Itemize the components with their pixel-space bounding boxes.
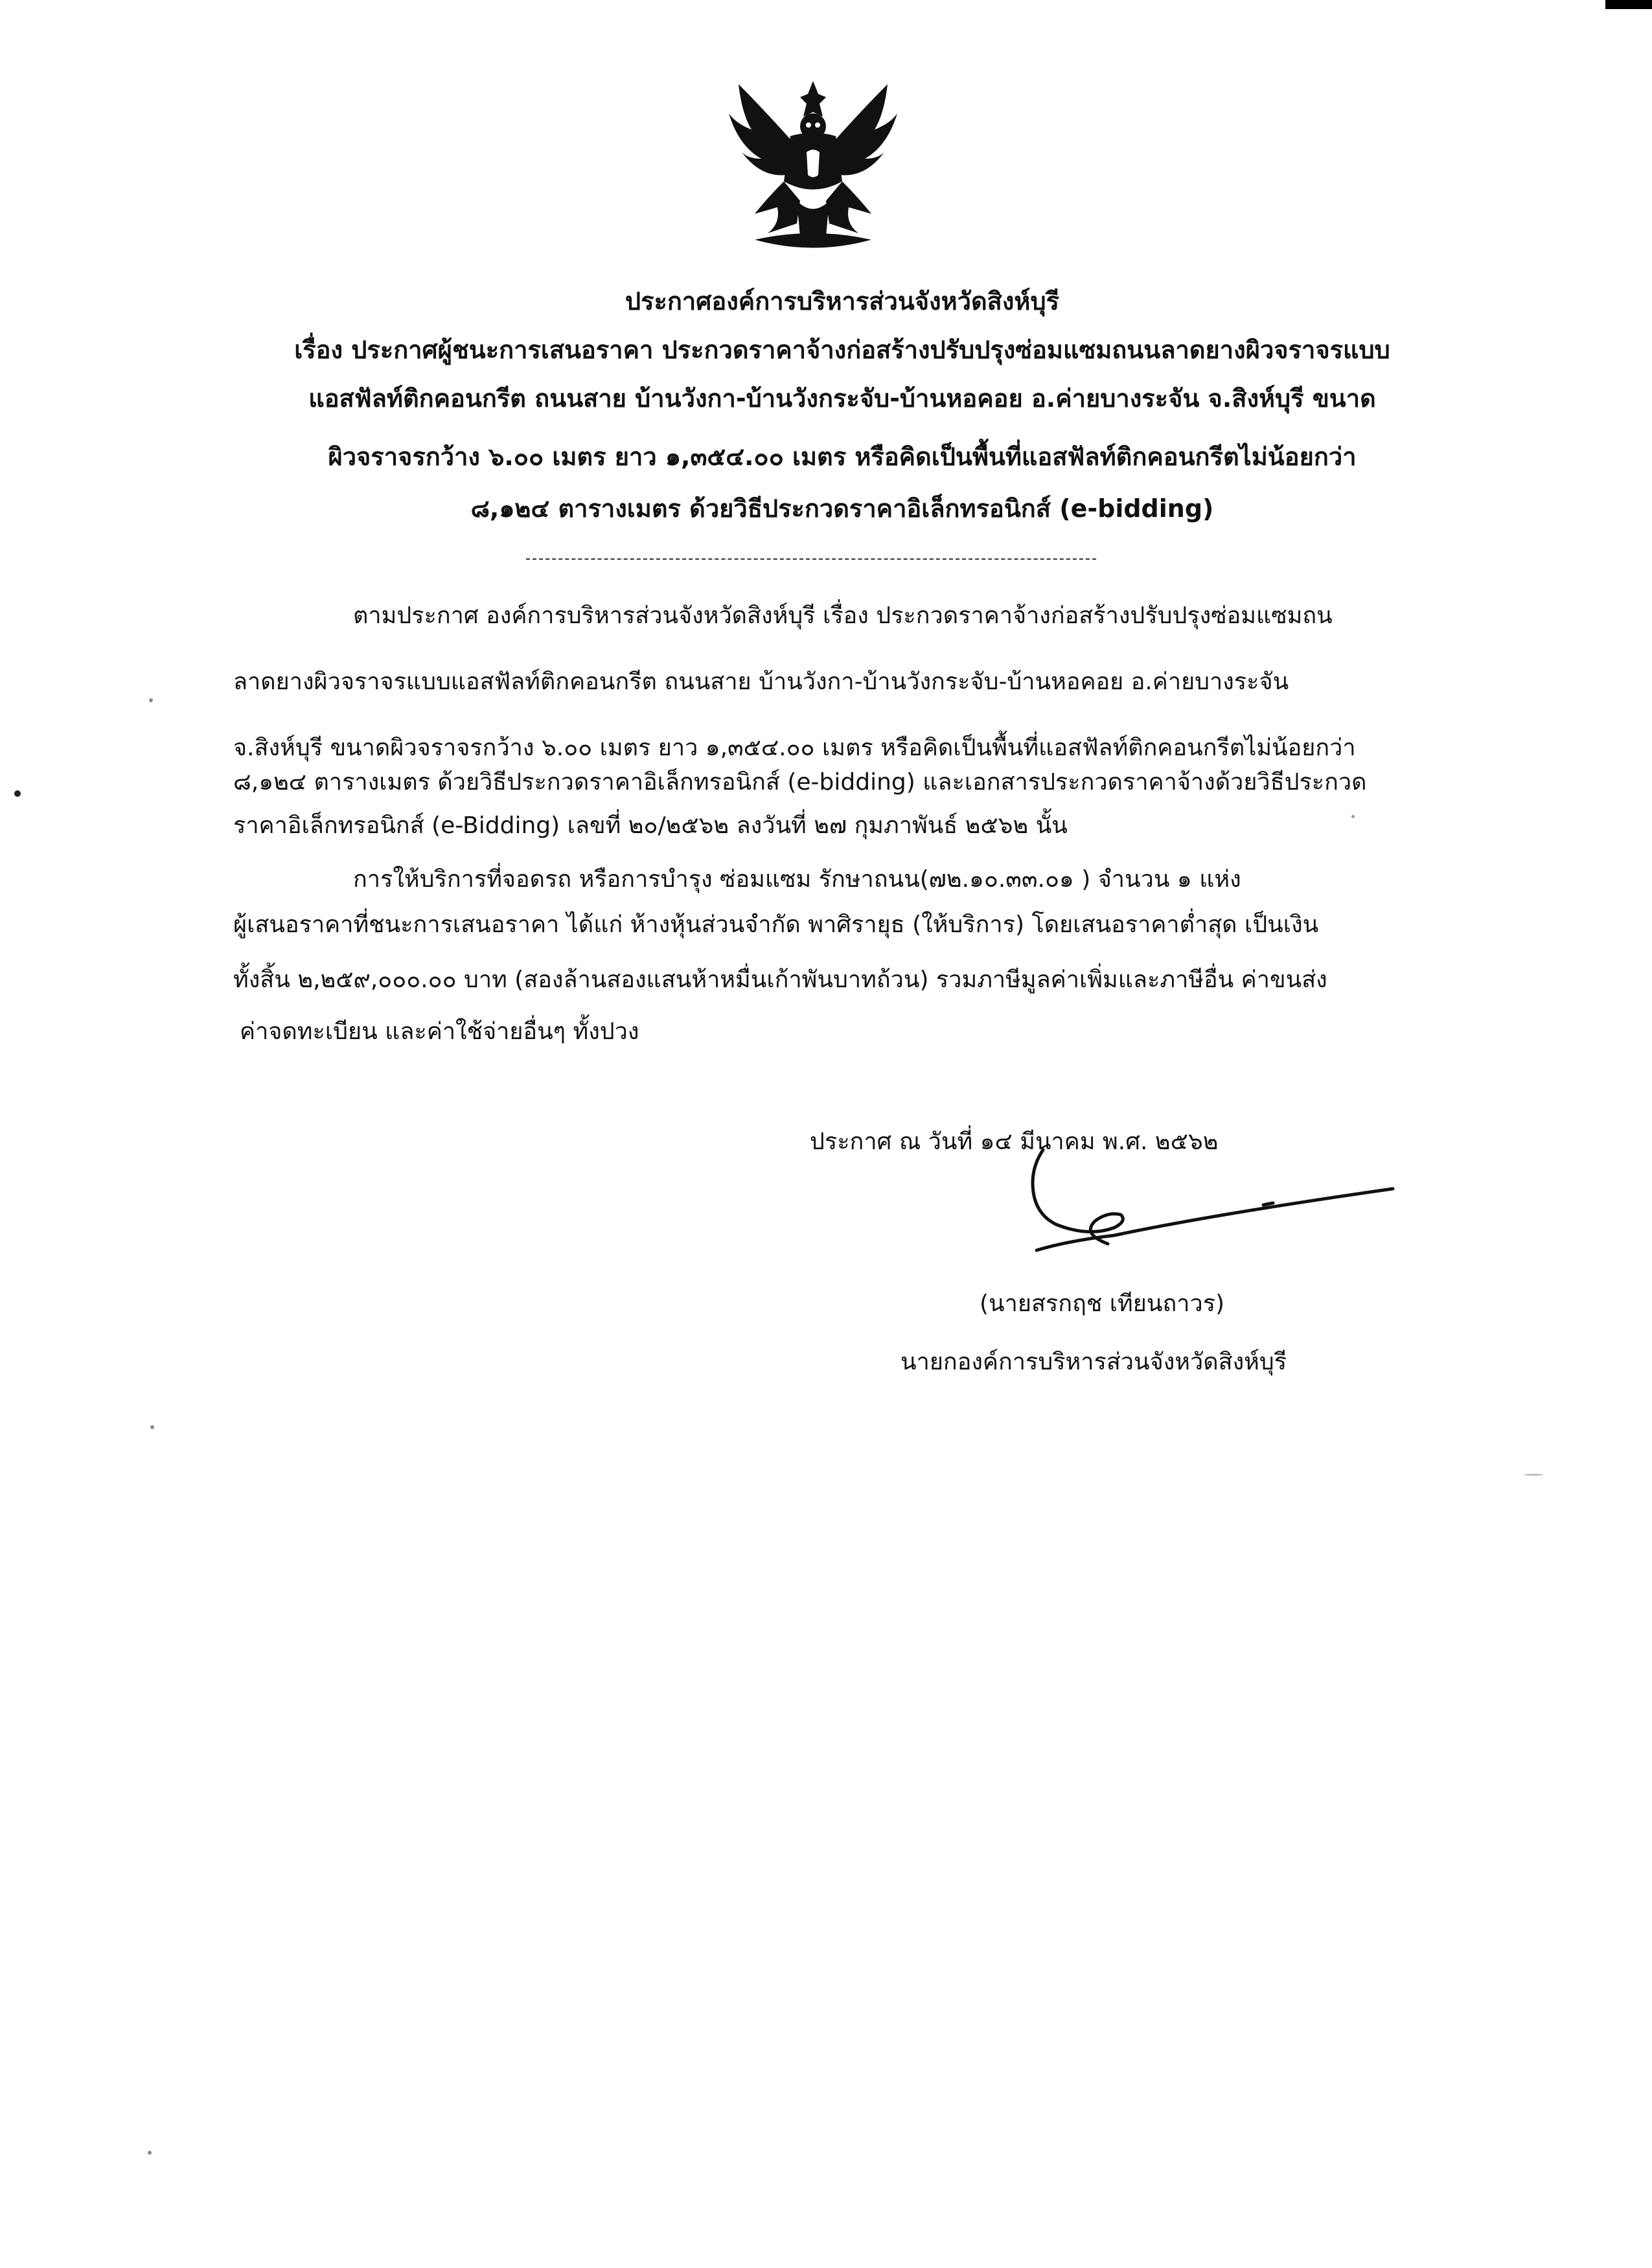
signer-title: นายกองค์การบริหารส่วนจังหวัดสิงห์บุรี — [901, 1349, 1287, 1375]
paragraph-2-line: การให้บริการที่จอดรถ หรือการบำรุง ซ่อมแซม รักษาถนน(๗๒.๑๐.๓๓.๐๑ ) จำนวน ๑ แห่ง — [353, 866, 1241, 893]
announcement-date: ประกาศ ณ วันที่ ๑๔ มีนาคม พ.ศ. ๒๕๖๒ — [810, 1128, 1219, 1155]
handwritten-signature — [1017, 1130, 1406, 1279]
subject-line: ๘,๑๒๔ ตารางเมตร ด้วยวิธีประกวดราคาอิเล็กทรอนิกส์ (e-bidding) — [470, 494, 1214, 523]
paragraph-2-line: ทั้งสิ้น ๒,๒๕๙,๐๐๐.๐๐ บาท (สองล้านสองแสนห้าหมื่นเก้าพันบาทถ้วน) รวมภาษีมูลค่าเพิ่มและภาษีอื่น ค่าขนส่ง — [233, 967, 1327, 993]
paragraph-1-line: จ.สิงห์บุรี ขนาดผิวจราจรกว้าง ๖.๐๐ เมตร ยาว ๑,๓๕๔.๐๐ เมตร หรือคิดเป็นพื้นที่แอสฟัลท์ติกคอนกรีตไม่น้อยกว่า — [233, 735, 1356, 761]
scan-speck — [150, 1425, 154, 1429]
scan-speck — [1351, 815, 1355, 818]
heading-divider — [526, 558, 1096, 560]
paragraph-2-line: ผู้เสนอราคาที่ชนะการเสนอราคา ได้แก่ ห้างหุ้นส่วนจำกัด พาศิรายุธ (ให้บริการ) โดยเสนอราคาต่ำสุด เป็นเงิน — [233, 911, 1319, 938]
subject-line: เรื่อง ประกาศผู้ชนะการเสนอราคา ประกวดราคาจ้างก่อสร้างปรับปรุงซ่อมแซมถนนลาดยางผิวจราจรแบบ — [294, 336, 1390, 364]
paragraph-1-line: ลาดยางผิวจราจรแบบแอสฟัลท์ติกคอนกรีต ถนนสาย บ้านวังกา-บ้านวังกระจับ-บ้านหอคอย อ.ค่ายบางระจัน — [233, 669, 1289, 695]
paragraph-1-line: ตามประกาศ องค์การบริหารส่วนจังหวัดสิงห์บุรี เรื่อง ประกวดราคาจ้างก่อสร้างปรับปรุงซ่อมแซมถน — [353, 602, 1333, 629]
scan-speck — [149, 698, 153, 702]
paragraph-1-line: ๘,๑๒๔ ตารางเมตร ด้วยวิธีประกวดราคาอิเล็กทรอนิกส์ (e-bidding) และเอกสารประกวดราคาจ้างด้วยวิธีประกวด — [233, 769, 1367, 796]
scan-speck — [14, 790, 21, 797]
document-title: ประกาศองค์การบริหารส่วนจังหวัดสิงห์บุรี — [625, 287, 1059, 315]
paragraph-2-line: ค่าจดทะเบียน และค่าใช้จ่ายอื่นๆ ทั้งปวง — [240, 1018, 639, 1045]
scan-speck — [1524, 1474, 1543, 1476]
scan-speck — [148, 2151, 152, 2155]
scan-edge-mark — [1605, 0, 1652, 9]
subject-line: แอสฟัลท์ติกคอนกรีต ถนนสาย บ้านวังกา-บ้านวังกระจับ-บ้านหอคอย อ.ค่ายบางระจัน จ.สิงห์บุรี ขนาด — [308, 384, 1376, 413]
paragraph-1-line: ราคาอิเล็กทรอนิกส์ (e-Bidding) เลขที่ ๒๐/๒๕๖๒ ลงวันที่ ๒๗ กุมภาพันธ์ ๒๕๖๒ นั้น — [233, 812, 1068, 839]
garuda-emblem-icon — [716, 68, 910, 262]
subject-line: ผิวจราจรกว้าง ๖.๐๐ เมตร ยาว ๑,๓๕๔.๐๐ เมตร หรือคิดเป็นพื้นที่แอสฟัลท์ติกคอนกรีตไม่น้อยกว่า — [328, 442, 1357, 471]
signer-name: (นายสรกฤช เทียนถาวร) — [980, 1290, 1225, 1317]
